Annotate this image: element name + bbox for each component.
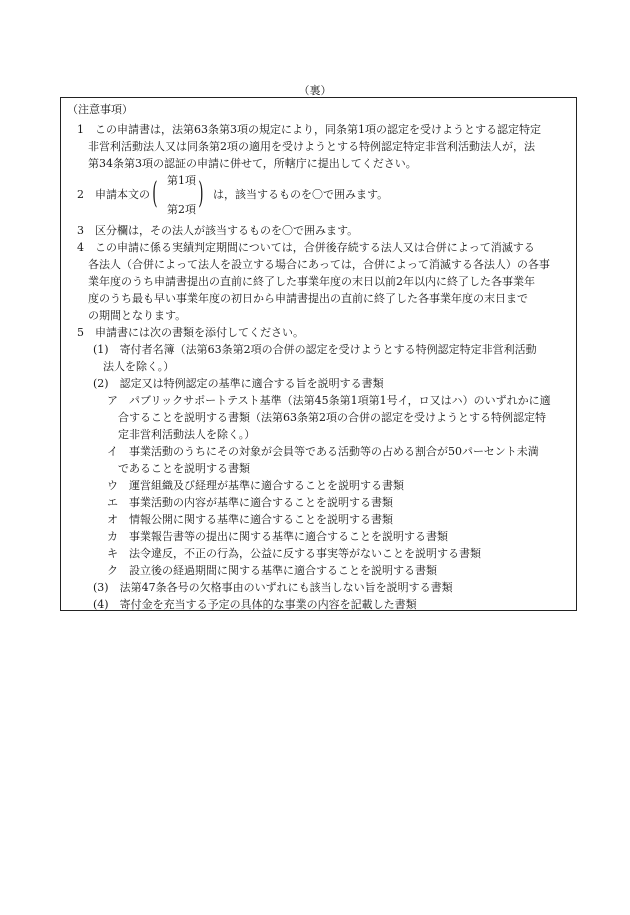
note-5-sub-2-a-line-3: 定非営利活動法人を除く。） — [118, 428, 256, 441]
note-5-sub-1-line-2: 法人を除く。） — [103, 360, 175, 373]
note-4-line-4: 度のうち最も早い事業年度の初日から申請書提出の直前に終了した各事業年度の末日まで — [88, 292, 528, 305]
note-5-sub-2-a-line-1: ア パブリックサポートテスト基準（法第45条第1項第1号イ，ロ又はハ）のいずれかに適 — [107, 394, 551, 407]
note-5-sub-4: (4) 寄付金を充当する予定の具体的な事業の内容を記載した書類 — [93, 598, 417, 611]
notes-box — [60, 97, 577, 611]
right-parenthesis: ) — [198, 176, 204, 211]
note-5-sub-2-line-1: (2) 認定又は特例認定の基準に適合する旨を説明する書類 — [93, 377, 384, 390]
note-5-sub-2-a-line-2: 合することを説明する書類（法第63条第2項の合併の認定を受けようとする特例認定特 — [118, 411, 546, 424]
note-3-line-1: 3 区分欄は，その法人が該当するものを〇で囲みます。 — [77, 224, 359, 237]
note-5-line-1: 5 申請書には次の書類を添付してください。 — [77, 326, 304, 339]
note-5-sub-2-i-line-1: イ 事業活動のうちにその対象が会員等である活動等の占める割合が50パーセント未満 — [107, 445, 539, 458]
note-4-line-1: 4 この申請に係る実績判定期間については，合併後存続する法人又は合併によって消滅する — [77, 241, 535, 254]
notes-title: （注意事項） — [67, 103, 133, 116]
note-1-line-3: 第34条第3項の認証の申請に併せて，所轄庁に提出してください。 — [88, 157, 417, 170]
note-5-sub-2-ki: キ 法令違反，不正の行為，公益に反する事実等がないことを説明する書類 — [107, 547, 481, 560]
note-5-sub-2-e: エ 事業活動の内容が基準に適合することを説明する書類 — [107, 496, 393, 509]
note-1-line-1: 1 この申請書は，法第63条第3項の規定により，同条第1項の認定を受けようとする認定特定 — [77, 123, 541, 136]
note-1-line-2: 非営利活動法人又は同条第2項の適用を受けようとする特例認定特定非営利活動法人が，法 — [88, 140, 535, 153]
note-5-sub-2-ka: カ 事業報告書等の提出に関する基準に適合することを説明する書類 — [107, 530, 448, 543]
note-4-line-3: 業年度のうち申請書提出の直前に終了した事業年度の末日以前2年以内に終了した各事業年 — [88, 275, 535, 288]
note-2-prefix: 2 申請本文の — [77, 188, 150, 201]
note-5-sub-3: (3) 法第47条各号の欠格事由のいずれにも該当しない旨を説明する書類 — [93, 581, 453, 594]
note-5-sub-1-line-1: (1) 寄付者名簿（法第63条第2項の合併の認定を受けようとする特例認定特定非営利活動 — [93, 343, 537, 356]
page-heading: （裏） — [298, 84, 332, 97]
note-5-sub-2-u: ウ 運営組織及び経理が基準に適合することを説明する書類 — [107, 479, 404, 492]
note-5-sub-2-ku: ク 設立後の経過期間に関する基準に適合することを説明する書類 — [107, 564, 437, 577]
note-4-line-2: 各法人（合併によって法人を設立する場合にあっては，合併によって消滅する各法人）の各事 — [88, 258, 550, 271]
note-4-line-5: の期間となります。 — [88, 309, 187, 322]
left-parenthesis: ( — [152, 176, 158, 211]
note-2-option-1: 第1項 — [167, 174, 196, 187]
note-2-suffix: は，該当するものを〇で囲みます。 — [213, 188, 389, 201]
note-2-option-2: 第2項 — [167, 203, 196, 216]
note-5-sub-2-i-line-2: であることを説明する書類 — [118, 462, 250, 475]
note-5-sub-2-o: オ 情報公開に関する基準に適合することを説明する書類 — [107, 513, 393, 526]
